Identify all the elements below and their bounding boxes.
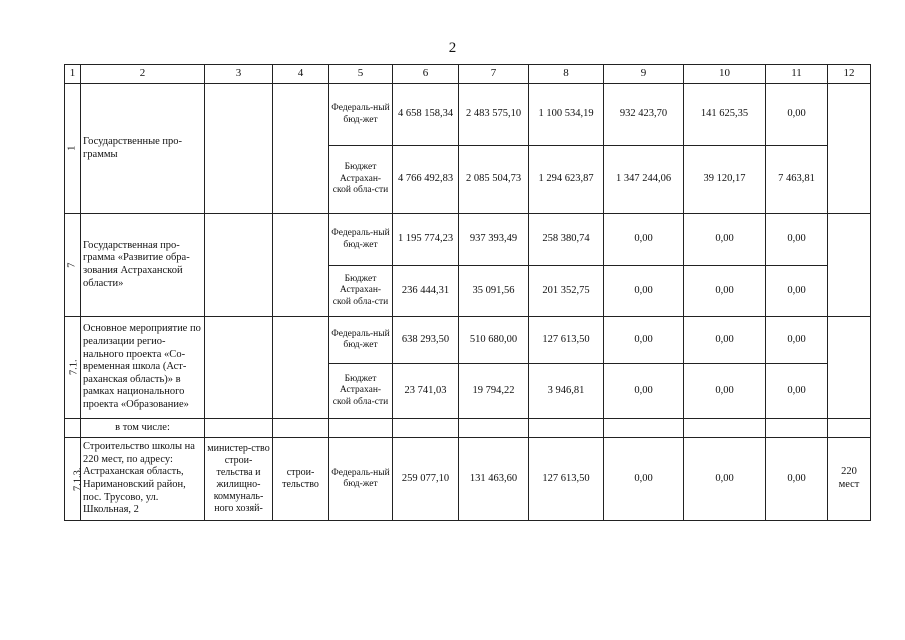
value-cell: 0,00	[766, 438, 828, 521]
value-cell: 0,00	[684, 214, 766, 266]
value-cell: 510 680,00	[459, 317, 529, 364]
value-cell: 0,00	[766, 84, 828, 146]
row-number: 7	[65, 214, 81, 317]
header-cell: 1	[65, 65, 81, 84]
value-cell: 35 091,56	[459, 266, 529, 317]
header-cell: 7	[459, 65, 529, 84]
value-cell: 258 380,74	[529, 214, 604, 266]
empty-cell	[604, 419, 684, 438]
table-row	[65, 317, 871, 364]
value-cell: 2 085 504,73	[459, 146, 529, 214]
responsible-cell	[205, 84, 273, 214]
value-cell: 0,00	[604, 266, 684, 317]
header-cell: 2	[81, 65, 205, 84]
empty-cell	[766, 419, 828, 438]
page-number: 2	[448, 40, 457, 56]
header-cell: 12	[828, 65, 871, 84]
type-cell: строи-тельство	[273, 438, 329, 521]
funding-source: Бюджет Астрахан-ской обла-сти	[329, 364, 393, 419]
value-cell: 932 423,70	[604, 84, 684, 146]
funding-source: Федераль-ный бюд-жет	[329, 84, 393, 146]
funding-source: Федераль-ный бюд-жет	[329, 317, 393, 364]
value-cell: 0,00	[684, 438, 766, 521]
responsible-cell	[205, 317, 273, 419]
value-cell: 0,00	[684, 364, 766, 419]
capacity-cell	[828, 214, 871, 317]
row-name: Основное мероприятие по реализации регио-нального проекта «Со-временная школа (Аст-раханская область)» в рамках национального проекта «Образование»	[81, 317, 205, 419]
value-cell: 127 613,50	[529, 317, 604, 364]
budget-table	[64, 64, 871, 521]
header-cell: 11	[766, 65, 828, 84]
value-cell: 1 294 623,87	[529, 146, 604, 214]
header-cell: 8	[529, 65, 604, 84]
row-number: 7.1.	[65, 317, 81, 419]
row-number: 7.1.3.	[65, 438, 81, 521]
responsible-cell: министер-ство строи-тельства и жилищно-коммуналь-ного хозяй-	[205, 438, 273, 521]
value-cell: 638 293,50	[393, 317, 459, 364]
capacity-cell	[828, 84, 871, 214]
including-label: в том числе:	[81, 419, 205, 438]
empty-cell	[459, 419, 529, 438]
value-cell: 0,00	[766, 266, 828, 317]
capacity-cell: 220 мест	[828, 438, 871, 521]
value-cell: 0,00	[604, 214, 684, 266]
empty-cell	[205, 419, 273, 438]
header-cell: 6	[393, 65, 459, 84]
value-cell: 141 625,35	[684, 84, 766, 146]
value-cell: 1 195 774,23	[393, 214, 459, 266]
empty-cell	[529, 419, 604, 438]
value-cell: 0,00	[766, 364, 828, 419]
header-cell: 3	[205, 65, 273, 84]
table-row	[65, 419, 871, 438]
value-cell: 937 393,49	[459, 214, 529, 266]
value-cell: 2 483 575,10	[459, 84, 529, 146]
value-cell: 259 077,10	[393, 438, 459, 521]
value-cell: 236 444,31	[393, 266, 459, 317]
value-cell: 23 741,03	[393, 364, 459, 419]
header-cell: 5	[329, 65, 393, 84]
row-number: 1	[65, 84, 81, 214]
funding-source: Федераль-ный бюд-жет	[329, 214, 393, 266]
responsible-cell	[205, 214, 273, 317]
table-row	[65, 214, 871, 266]
value-cell: 0,00	[684, 266, 766, 317]
empty-cell	[828, 419, 871, 438]
value-cell: 0,00	[604, 317, 684, 364]
value-cell: 0,00	[604, 364, 684, 419]
header-cell: 9	[604, 65, 684, 84]
header-row	[65, 65, 871, 84]
funding-source: Бюджет Астрахан-ской обла-сти	[329, 266, 393, 317]
value-cell: 131 463,60	[459, 438, 529, 521]
empty-cell	[65, 419, 81, 438]
row-name: Государственная про-грамма «Развитие обра-зования Астраханской области»	[81, 214, 205, 317]
value-cell: 39 120,17	[684, 146, 766, 214]
value-cell: 0,00	[766, 214, 828, 266]
value-cell: 19 794,22	[459, 364, 529, 419]
header-cell: 10	[684, 65, 766, 84]
header-cell: 4	[273, 65, 329, 84]
type-cell	[273, 317, 329, 419]
empty-cell	[684, 419, 766, 438]
value-cell: 4 766 492,83	[393, 146, 459, 214]
funding-source: Бюджет Астрахан-ской обла-сти	[329, 146, 393, 214]
capacity-cell	[828, 317, 871, 419]
row-name: Государственные про-граммы	[81, 84, 205, 214]
value-cell: 3 946,81	[529, 364, 604, 419]
empty-cell	[393, 419, 459, 438]
value-cell: 1 100 534,19	[529, 84, 604, 146]
value-cell: 4 658 158,34	[393, 84, 459, 146]
value-cell: 0,00	[766, 317, 828, 364]
funding-source: Федераль-ный бюд-жет	[329, 438, 393, 521]
value-cell: 7 463,81	[766, 146, 828, 214]
type-cell	[273, 214, 329, 317]
value-cell: 127 613,50	[529, 438, 604, 521]
value-cell: 0,00	[604, 438, 684, 521]
type-cell	[273, 84, 329, 214]
empty-cell	[329, 419, 393, 438]
value-cell: 201 352,75	[529, 266, 604, 317]
table-row	[65, 84, 871, 146]
empty-cell	[273, 419, 329, 438]
value-cell: 1 347 244,06	[604, 146, 684, 214]
table-row	[65, 438, 871, 521]
row-name: Строительство школы на 220 мест, по адресу: Астраханская область, Наримановский район, пос. Трусово, ул. Школьная, 2	[81, 438, 205, 521]
value-cell: 0,00	[684, 317, 766, 364]
